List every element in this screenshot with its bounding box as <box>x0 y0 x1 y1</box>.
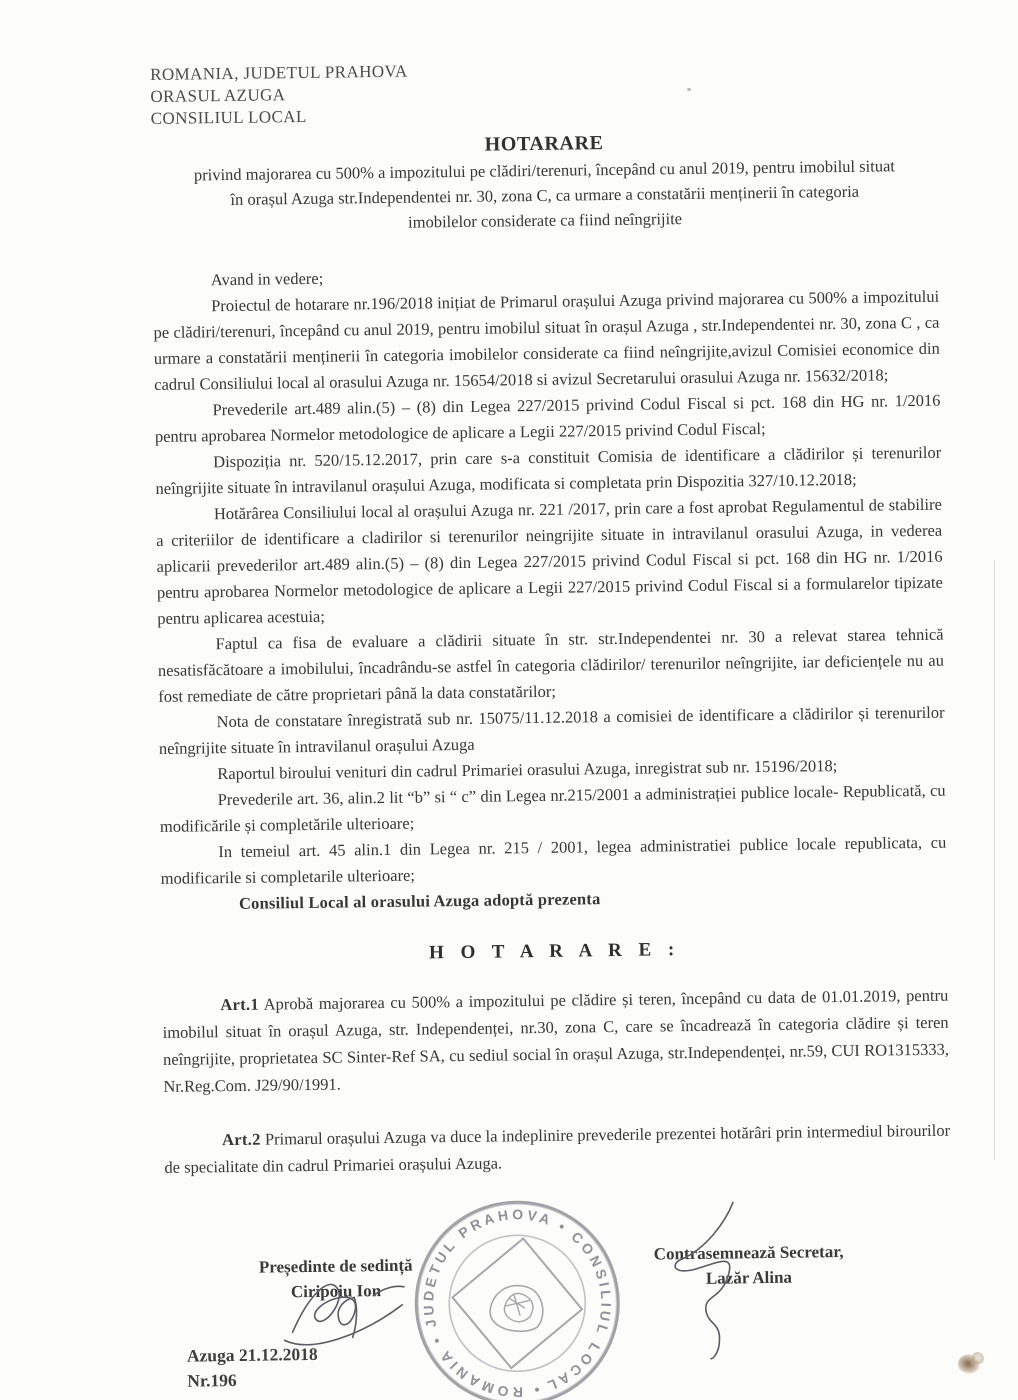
subtitle-line: privind majorarea cu 500% a impozitului pe clădiri/terenuri, începând cu anul 2019, pentru imobilul situat <box>193 156 896 185</box>
paragraph-law-215-art36: Prevederile art. 36, alin.2 lit “b” si “ c” din Legea nr.215/2001 a administrației publice locale- Republicată, cu modificările și completările ulterioare; <box>159 780 946 836</box>
preamble <box>153 258 947 918</box>
letterhead-city: ORASUL AZUGA <box>150 85 286 106</box>
paragraph-revenue-report: Raportul biroului venituri din cadrul Primariei orasului Azuga, inregistrat sub nr. 15196/2018; <box>217 756 838 784</box>
chairman-name: Ciripoiu Ion <box>290 1281 382 1302</box>
paragraph-law-227: Prevederile art.489 alin.(5) – (8) din Legea 227/2015 privind Codul Fiscal si pct. 168 din HG nr. 1/2016 pentru aprobarea Normelor metodologice de aplicare a Legii 227/2015 privind Codul Fiscal; <box>154 390 941 446</box>
letterhead-country: ROMANIA, JUDETUL PRAHOVA <box>150 61 408 84</box>
stain-mark <box>958 1352 988 1378</box>
subtitle-line: în orașul Azuga str.Independentei nr. 30, zona C, ca urmare a constatării menținerii în categoria <box>230 181 860 209</box>
paragraph-finding-note: Nota de constatare înregistrată sub nr. 15075/11.12.2018 a comisiei de identificare a clădirilor și terenurilor neîngrijite situate în intravilanul orașului Azuga <box>158 702 945 758</box>
stamp-ring-text: • ROMANIA • JUDETUL PRAHOVA • CONSILIUL LOCAL <box>420 1206 615 1400</box>
secretary-name: Lazăr Alina <box>705 1267 793 1288</box>
letterhead-council: CONSILIUL LOCAL <box>150 106 307 128</box>
paragraph-having-regard: Avand in vedere; <box>210 268 324 290</box>
scan-artifact-line <box>994 560 995 1160</box>
scan-speck <box>687 88 691 91</box>
article-2-label: Art.2 <box>221 1129 261 1150</box>
paragraph-law-215-art45: In temeiul art. 45 alin.1 din Legea nr. 215 / 2001, legea administratiei publice locale republicata, cu modificarile si completarile ulterioare; <box>160 832 947 888</box>
article-2-text: Primarul orașului Azuga va duce la indeplinire prevederile prezentei hotărâri prin intermediul birourilor de specialitate din cadrul Primariei orașului Azuga. <box>164 1120 951 1177</box>
decision-heading: H O T A R A R E : <box>428 939 681 964</box>
article-1-label: Art.1 <box>220 994 260 1015</box>
article-1-text: Aprobă majorarea cu 500% a impozitului pe clădire și teren, începând cu data de 01.01.2019, pentru imobilul situat în orașul Azuga, str. Independenței, nr.30, zona C, care se încadrează în categoria clădire și teren neîngrijite, proprietatea SC Sinter-Ref SA, cu sediul social în orașul Azuga, str.Independenței, nr.59, CUI RO1315333, Nr.Reg.Com. J29/90/1991. <box>162 985 950 1096</box>
paragraph-adoption: Consiliul Local al orasului Azuga adoptă prezenta <box>238 889 601 913</box>
secretary-handwritten-signature <box>665 1200 777 1361</box>
article-2 <box>164 1117 951 1181</box>
article-1 <box>162 982 949 1100</box>
paragraph-disposition-520: Dispoziția nr. 520/15.12.2017, prin care s-a constituit Comisia de identificare a clădirilor și terenurilor neîngrijite situate în intravilanul orașului Azuga, modificata si completata prin Dispozitia 327/10.12.2018; <box>155 442 942 498</box>
place-and-date: Azuga 21.12.2018 <box>186 1343 318 1366</box>
document-title: HOTARARE <box>484 132 604 156</box>
document-content <box>150 54 956 1400</box>
paragraph-decision-221: Hotărârea Consiliului local al orașului Azuga nr. 221 /2017, prin care a fost aprobat Regulamentul de stabilire a criteriilor de identificare a cladirilor si terenurilor neingrijite situate in intravilanul orasului Azuga, in vederea aplicarii prevederilor art.489 alin.(5) – (8) din Legea 227/2015 privind Codul Fiscal si pct. 168 din HG nr. 1/2016 pentru aprobarea Normelor metodologice de aplicare a Legii 227/2015 privind Codul Fiscal si a formularelor tipizate pentru aplicarea acestuia; <box>156 494 943 628</box>
subtitle-line: imobilelor considerate ca fiind neîngrijite <box>407 209 683 232</box>
date-number-block <box>187 1342 318 1394</box>
secretary-role: Contrasemnează Secretar, <box>653 1242 844 1264</box>
decision-number: Nr.196 <box>187 1369 237 1391</box>
signature-area <box>165 1198 956 1400</box>
paragraph-project: Proiectul de hotarare nr.196/2018 inițiat de Primarul orașului Azuga privind majorarea cu 500% a impozitului pe clădiri/terenuri, începând cu anul 2019, pentru imobilul situat în orașul Azuga , str.Independentei nr. 30, zona C , ca urmare a constatării menținerii în categoria imobilelor considerate ca fiind neîngrijite,avizul Comisiei economice din cadrul Consiliului local al orasului Azuga nr. 15654/2018 si avizul Secretarului orasului Azuga nr. 15632/2018; <box>153 286 940 394</box>
chairman-role: Președinte de sedință <box>258 1255 413 1277</box>
letterhead <box>150 54 937 130</box>
paragraph-evaluation-sheet: Faptul ca fisa de evaluare a clădirii situate în str. str.Independentei nr. 30 a relevat starea tehnică nesatisfăcătoare a imobilului, încadrându-se astfel în categoria clădirilor/ terenurilor neîngrijite, iar deficiențele nu au fost remediate de către proprietari până la data constatărilor; <box>157 624 944 706</box>
document-subtitle <box>151 153 938 238</box>
